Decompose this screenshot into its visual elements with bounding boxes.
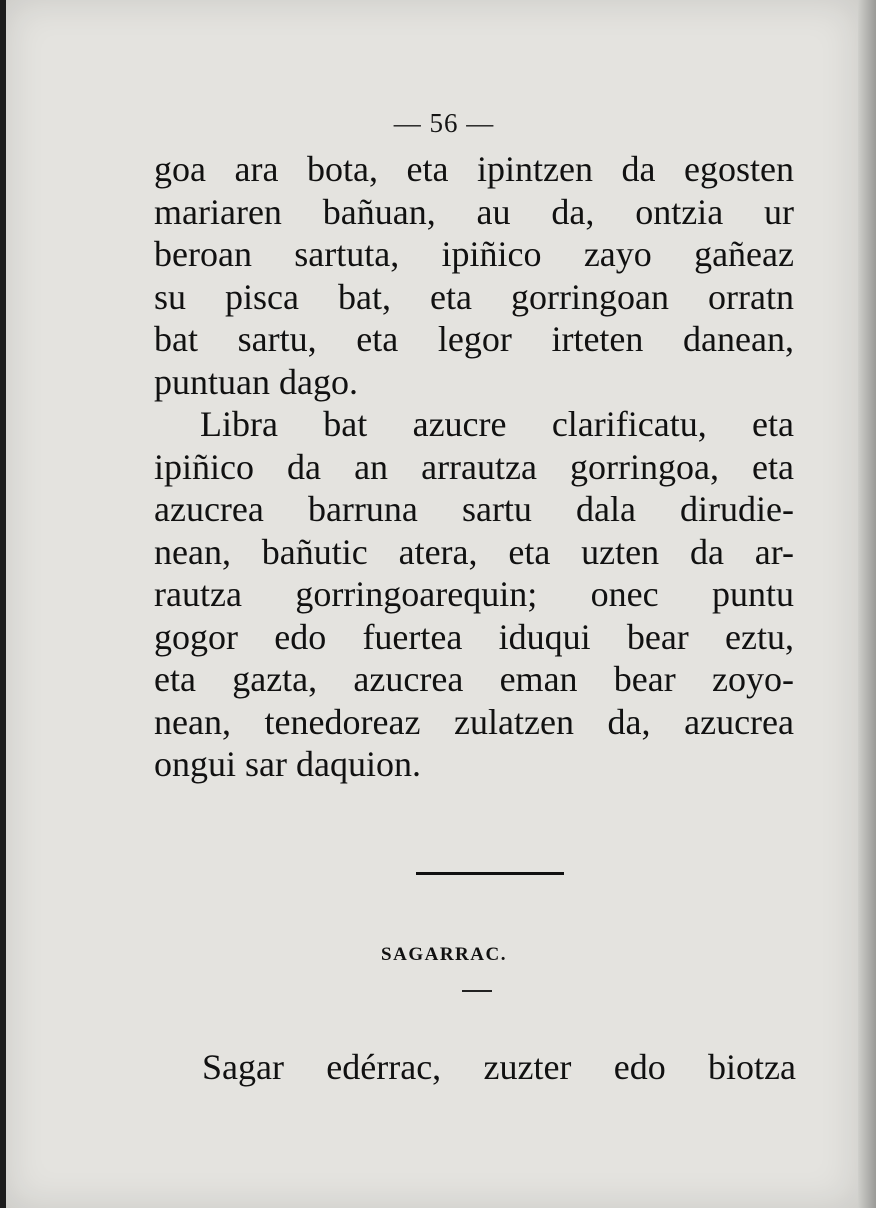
text-line: gogor edo fuertea iduqui bear eztu, [154, 616, 794, 657]
text-line: Sagar edérrac, zuzter edo biotza [202, 1047, 796, 1087]
section-heading: SAGARRAC. [381, 944, 507, 965]
text-line: bat sartu, eta legor irteten danean, [154, 319, 794, 359]
book-page [6, 0, 858, 1208]
text-line: puntuan dago. [154, 361, 358, 402]
text-line: goa ara bota, eta ipintzen da egosten [154, 149, 794, 189]
text-line: rautza gorringoarequin; onec puntu [154, 574, 794, 614]
text-line: eta gazta, azucrea eman bear zoyo- [154, 659, 794, 699]
body-text [154, 148, 794, 786]
heading-underline [462, 990, 492, 992]
text-line: nean, tenedoreaz zulatzen da, azucrea [154, 701, 794, 742]
section-divider [416, 872, 564, 875]
text-line: beroan sartuta, ipiñico zayo gañeaz [154, 234, 794, 274]
text-line: su pisca bat, eta gorringoan orratn [154, 276, 794, 317]
text-line: nean, bañutic atera, eta uzten da ar- [154, 531, 794, 572]
text-line: ipiñico da an arrautza gorringoa, eta [154, 446, 794, 487]
text-line: ongui sar daquion. [154, 744, 421, 784]
text-line: Libra bat azucre clarificatu, eta [200, 404, 794, 444]
text-line: azucrea barruna sartu dala dirudie- [154, 489, 794, 529]
page-number: — 56 — [393, 108, 495, 138]
text-line: mariaren bañuan, au da, ontzia ur [154, 191, 794, 232]
